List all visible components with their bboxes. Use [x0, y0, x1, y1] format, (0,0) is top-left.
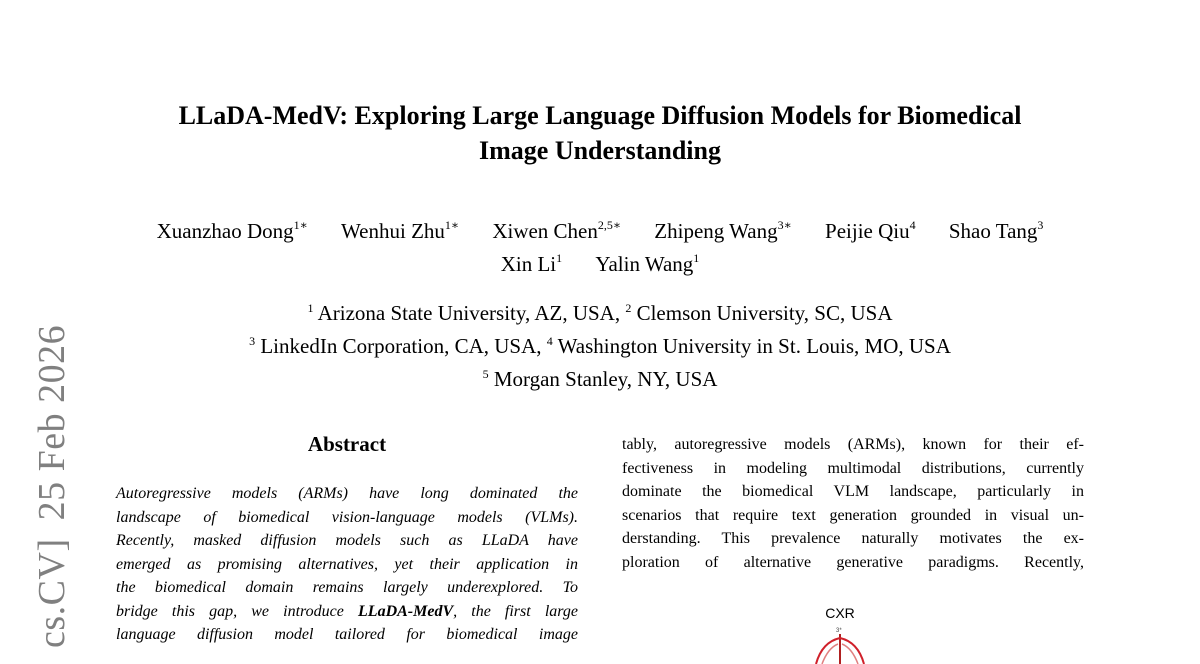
abstract-line: the biomedical domain remains largely underexplored. To — [116, 579, 578, 596]
title-line-1: LLaDA-MedV: Exploring Large Language Diffusion Models for Biomedical — [178, 101, 1022, 130]
intro-text-right-column — [622, 433, 1084, 574]
abstract-line: bridge this gap, we introduce LLaDA-MedV, the first large — [116, 602, 579, 620]
title-line-2: Image Understanding — [479, 136, 721, 165]
arxiv-date: 25 Feb 2026 — [31, 324, 73, 521]
abstract-text — [116, 482, 578, 647]
abstract-line: Recently, masked diffusion models such as LLaDA have — [116, 532, 578, 549]
paper-title — [100, 98, 1100, 168]
arxiv-sidebar-stamp — [30, 325, 74, 648]
author-row-2 — [100, 245, 1100, 278]
author-row-1 — [100, 212, 1100, 245]
body-line: tably, autoregressive models (ARMs), known for their ef- — [622, 436, 1084, 453]
author: Xin Li$^1$ — [500, 251, 563, 276]
arxiv-category: cs.CV] — [31, 538, 73, 648]
affiliation-list — [100, 294, 1100, 393]
author: Xiwen Chen$^{2,5∗}$ — [492, 218, 622, 243]
body-line: scenarios that require text generation grounded in visual un- — [622, 506, 1084, 524]
abstract-line: language diffusion model tailored for biomedical image — [116, 626, 578, 643]
svg-text:3*: 3* — [836, 628, 842, 634]
abstract-heading: Abstract — [307, 432, 387, 456]
chest-xray-icon — [808, 624, 872, 664]
affiliation-line-1: $^1$ Arizona State University, AZ, USA, $^2$ Clemson University, SC, USA — [307, 301, 893, 325]
model-name: LLaDA-MedV — [358, 602, 454, 620]
abstract-line: emerged as promising alternatives, yet their application in — [116, 555, 578, 573]
author: Yalin Wang$^1$ — [595, 251, 700, 276]
author: Shao Tang$^3$ — [948, 218, 1044, 243]
body-line: fectiveness in modeling multimodal distributions, currently — [622, 459, 1084, 477]
author-list — [100, 212, 1100, 278]
figure-label-cxr: CXR — [825, 605, 855, 621]
affiliation-line-3: $^5$ Morgan Stanley, NY, USA — [482, 367, 718, 391]
body-line: ploration of alternative generative paradigms. Recently, — [622, 553, 1084, 571]
body-line: derstanding. This prevalence naturally motivates the ex- — [622, 530, 1084, 547]
abstract-line: Autoregressive models (ARMs) have long dominated the — [116, 485, 578, 502]
body-line: dominate the biomedical VLM landscape, particularly in — [622, 483, 1084, 500]
author: Wenhui Zhu$^{1∗}$ — [341, 218, 460, 243]
author: Zhipeng Wang$^{3∗}$ — [654, 218, 792, 243]
affiliation-line-2: $^3$ LinkedIn Corporation, CA, USA, $^4$ Washington University in St. Louis, MO, USA — [249, 334, 951, 358]
author: Xuanzhao Dong$^{1∗}$ — [156, 218, 308, 243]
author: Peijie Qiu$^4$ — [825, 218, 916, 243]
abstract-line: landscape of biomedical vision-language models (VLMs). — [116, 508, 578, 526]
